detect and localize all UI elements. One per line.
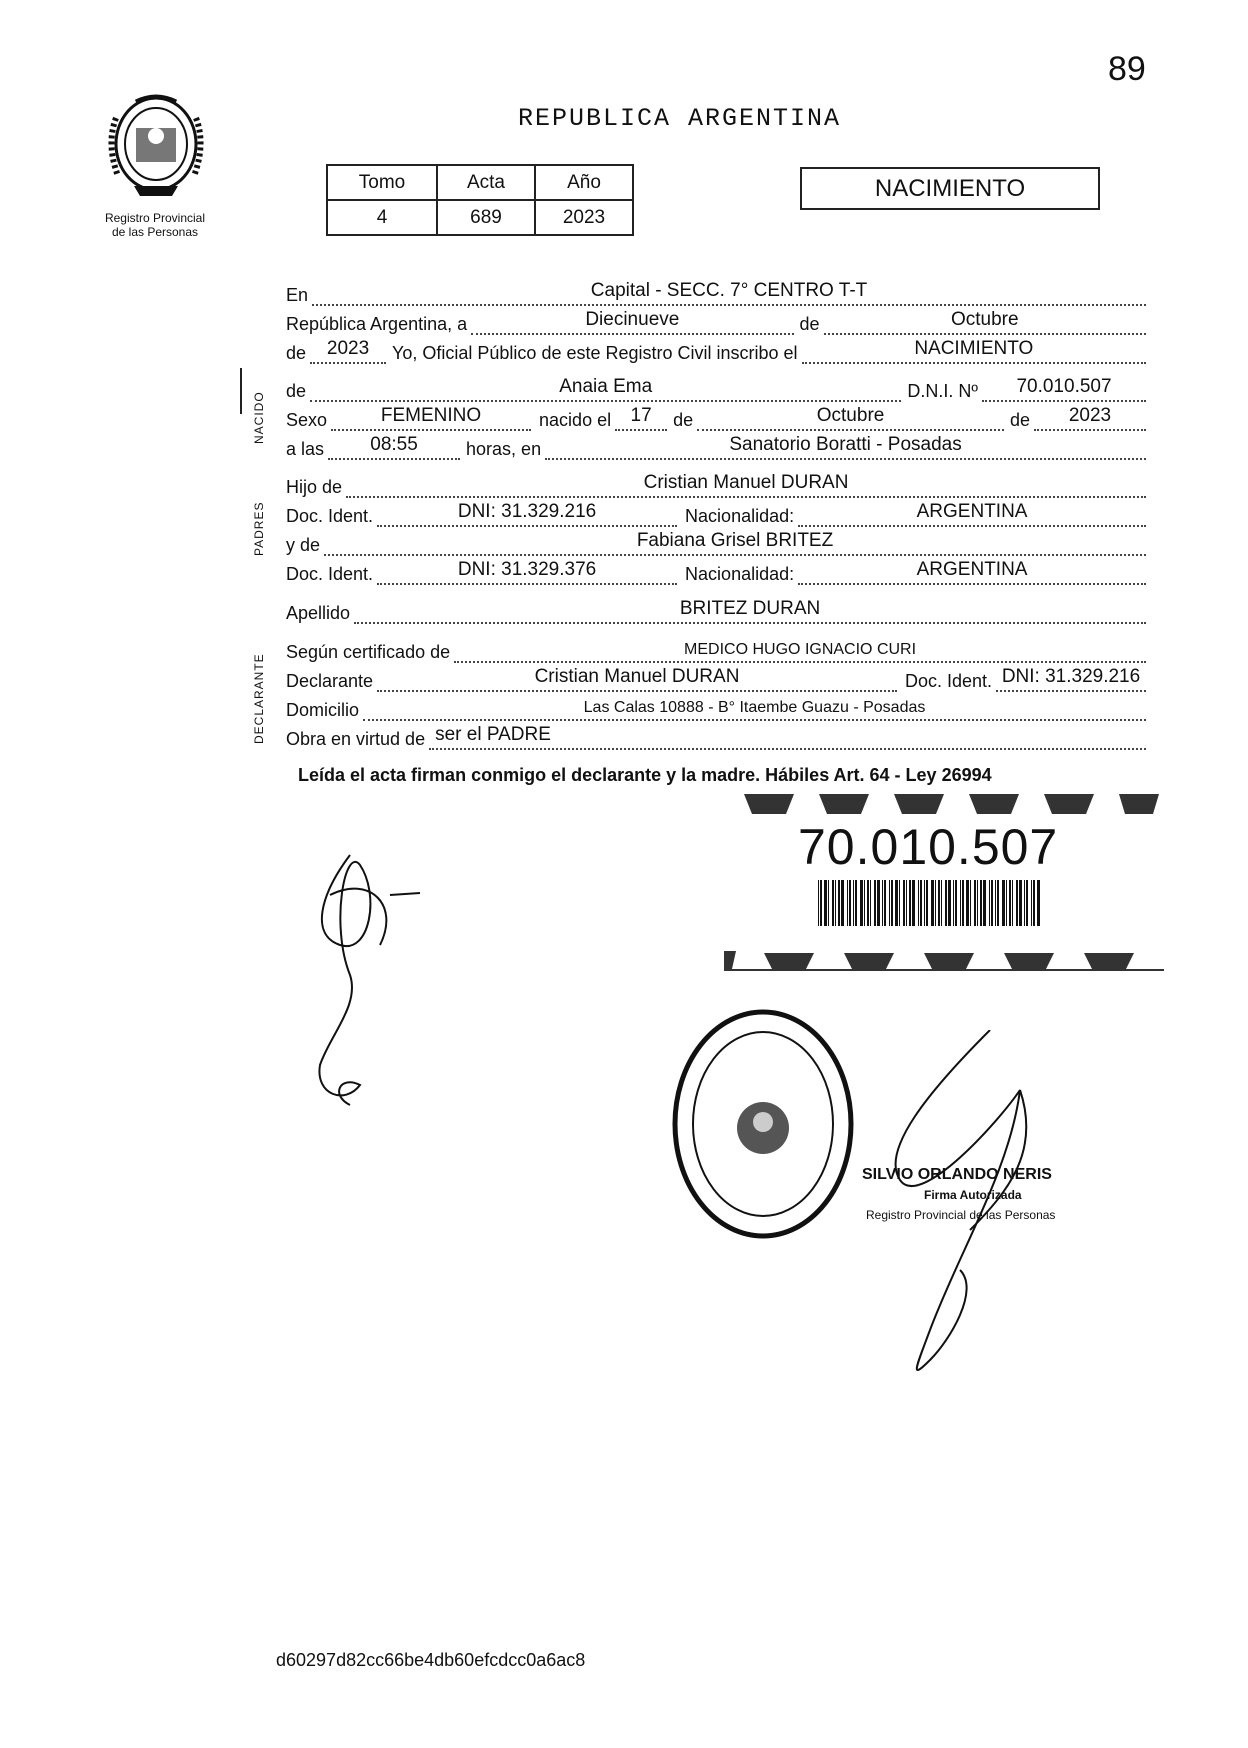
official-org: Registro Provincial de las Personas (866, 1208, 1056, 1222)
value-anio: 2023 (535, 200, 633, 235)
official-seal (668, 1004, 858, 1244)
page-number: 89 (1108, 50, 1146, 88)
field-nacido-anio: 2023 (1068, 405, 1112, 426)
field-anio: 2023 (326, 338, 370, 359)
field-padre: Cristian Manuel DURAN (643, 472, 849, 493)
field-domicilio: Las Calas 10888 - B° Itaembe Guazu - Posadas (583, 699, 926, 716)
section-label-padres: PADRES (252, 501, 266, 556)
field-hora: 08:55 (370, 434, 418, 455)
row-apellido: Apellido BRITEZ DURAN (286, 600, 1146, 624)
stamp-number: 70.010.507 (798, 819, 1059, 875)
provincial-emblem-logo (96, 88, 216, 200)
field-dni: 70.010.507 (1016, 376, 1112, 397)
field-declarante: Cristian Manuel DURAN (534, 666, 740, 687)
field-nombre: Anaia Ema (559, 376, 653, 397)
field-nacido-dia: 17 (630, 405, 652, 426)
header-anio: Año (535, 165, 633, 200)
security-pattern (724, 790, 1164, 818)
declarant-signature (290, 835, 430, 1115)
row-certificado: Según certificado de MEDICO HUGO IGNACIO CURI (286, 639, 1146, 663)
field-en: Capital - SECC. 7° CENTRO T-T (590, 280, 868, 301)
field-lugar: Sanatorio Boratti - Posadas (729, 434, 962, 455)
row-madre-doc: Doc. Ident. DNI: 31.329.376 Nacionalidad: ARGENTINA (286, 561, 1146, 585)
field-apellido: BRITEZ DURAN (679, 598, 821, 619)
row-domicilio: Domicilio Las Calas 10888 - B° Itaembe Guazu - Posadas (286, 697, 1146, 721)
section-label-declarante: DECLARANTE (252, 653, 266, 744)
field-padre-nac: ARGENTINA (916, 501, 1028, 522)
header-acta: Acta (437, 165, 535, 200)
field-certificado: MEDICO HUGO IGNACIO CURI (684, 641, 917, 658)
document-title: REPUBLICA ARGENTINA (518, 104, 842, 133)
value-acta: 689 (437, 200, 535, 235)
field-mes: Octubre (950, 309, 1019, 330)
field-padre-doc: DNI: 31.329.216 (457, 501, 597, 522)
row-sexo: Sexo FEMENINO nacido el 17 de Octubre de 2023 (286, 407, 1146, 431)
official-role: Firma Autorizada (924, 1188, 1022, 1202)
field-madre-doc: DNI: 31.329.376 (457, 559, 597, 580)
official-name: SILVIO ORLANDO NERIS (862, 1166, 1052, 1183)
row-fecha: República Argentina, a Diecinueve de Octubre (286, 311, 1146, 335)
document-hash: d60297d82cc66be4db60efcdcc0a6ac8 (276, 1650, 586, 1670)
row-madre: y de Fabiana Grisel BRITEZ (286, 532, 1146, 556)
row-padre-doc: Doc. Ident. DNI: 31.329.216 Nacionalidad: ARGENTINA (286, 503, 1146, 527)
field-sexo: FEMENINO (380, 405, 482, 426)
barcode (818, 880, 1040, 926)
row-nombre: de Anaia Ema D.N.I. Nº 70.010.507 (286, 378, 1146, 402)
row-en: En Capital - SECC. 7° CENTRO T-T (286, 282, 1146, 306)
row-hijo: Hijo de Cristian Manuel DURAN (286, 474, 1146, 498)
logo-caption: Registro Provincial de las Personas (104, 211, 206, 239)
legal-text: Leída el acta firman conmigo el declarante y la madre. Hábiles Art. 64 - Ley 26994 (298, 765, 992, 785)
registry-table (326, 164, 634, 236)
field-inscribo: NACIMIENTO (914, 338, 1034, 359)
field-declarante-doc: DNI: 31.329.216 (1001, 666, 1141, 687)
section-label-nacido: NACIDO (252, 391, 266, 444)
row-anio: de 2023 Yo, Oficial Público de este Registro Civil inscribo el NACIMIENTO (286, 340, 1146, 364)
header-tomo: Tomo (327, 165, 437, 200)
value-tomo: 4 (327, 200, 437, 235)
field-obra: ser el PADRE (435, 724, 551, 745)
field-nacido-mes: Octubre (816, 405, 885, 426)
act-type-box: NACIMIENTO (800, 167, 1100, 210)
side-bar (240, 368, 242, 414)
row-obra: Obra en virtud de ser el PADRE (286, 726, 1146, 750)
security-pattern-bottom (724, 945, 1164, 973)
field-madre: Fabiana Grisel BRITEZ (636, 530, 834, 551)
row-hora: a las 08:55 horas, en Sanatorio Boratti - Posadas (286, 436, 1146, 460)
field-madre-nac: ARGENTINA (916, 559, 1028, 580)
row-declarante: Declarante Cristian Manuel DURAN Doc. Ident. DNI: 31.329.216 (286, 668, 1146, 692)
field-dia: Diecinueve (585, 309, 680, 330)
